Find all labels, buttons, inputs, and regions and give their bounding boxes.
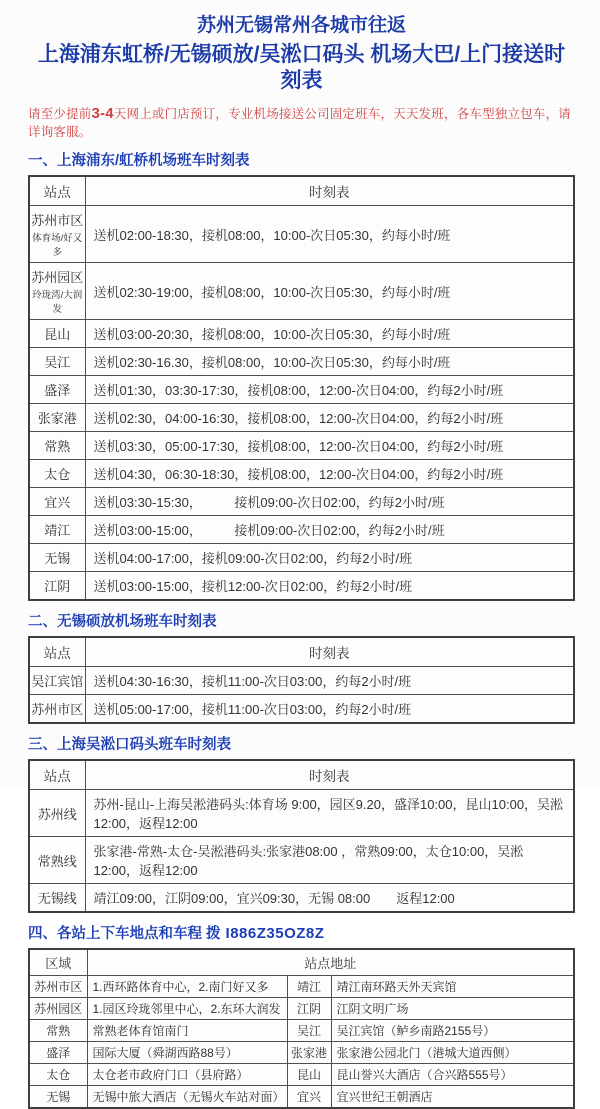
station-cell bbox=[29, 667, 85, 695]
station-name: 靖江 bbox=[44, 523, 71, 539]
table-row bbox=[29, 320, 574, 348]
station-cell bbox=[29, 432, 85, 460]
header-row bbox=[29, 760, 574, 790]
address-cell: 1.西环路体育中心，2.南门好又多 bbox=[87, 976, 287, 998]
table-row bbox=[29, 206, 574, 263]
schedule-column-header: 时刻表 bbox=[85, 637, 574, 667]
address-cell: 靖江南环路天外天宾馆 bbox=[331, 976, 574, 998]
station-name: 苏州线 bbox=[37, 806, 77, 822]
table-row bbox=[29, 790, 574, 837]
region-cell: 苏州市区 bbox=[29, 976, 87, 998]
table-row bbox=[29, 404, 574, 432]
station-cell bbox=[29, 376, 85, 404]
station-cell bbox=[29, 544, 85, 572]
table-row bbox=[29, 1020, 574, 1042]
page-subtitle: 上海浦东虹桥/无锡硕放/吴淞口码头 机场大巴/上门接送时刻表 bbox=[37, 42, 566, 92]
address-cell: 太仓老市政府门口（县府路） bbox=[87, 1064, 287, 1086]
station-cell bbox=[29, 404, 85, 432]
region-cell: 靖江 bbox=[287, 976, 331, 998]
schedule-cell: 送机04:00-17:00，接机09:00-次日02:00，约每2小时/班 bbox=[85, 544, 574, 572]
schedule-cell: 送机03:00-15:00，接机12:00-次日02:00，约每2小时/班 bbox=[85, 572, 574, 601]
table-row bbox=[29, 884, 574, 913]
schedule-cell: 送机02:00-18:30，接机08:00，10:00-次日05:30，约每小时/班 bbox=[85, 206, 574, 263]
schedule-column-header: 时刻表 bbox=[85, 760, 574, 790]
station-cell bbox=[29, 790, 85, 837]
station-name: 昆山 bbox=[44, 327, 71, 343]
table-row bbox=[29, 572, 574, 601]
address-cell: 吴江宾馆（鲈乡南路2155号） bbox=[331, 1020, 574, 1042]
schedule-cell: 送机04:30-16:30，接机11:00-次日03:00，约每2小时/班 bbox=[85, 667, 574, 695]
address-cell: 无锡中旅大酒店（无锡火车站对面） bbox=[87, 1086, 287, 1109]
table-header bbox=[29, 760, 574, 790]
schedule-cell: 靖江09:00，江阴09:00，宜兴09:30，无锡 08:00 返程12:00 bbox=[85, 884, 574, 913]
section-heading-locations bbox=[28, 922, 575, 943]
station-column-header: 站点 bbox=[29, 176, 85, 206]
table-row bbox=[29, 1086, 574, 1109]
station-cell bbox=[29, 837, 85, 884]
table-header bbox=[29, 176, 574, 206]
schedule-cell: 送机03:00-20:30，接机08:00，10:00-次日05:30，约每小时/班 bbox=[85, 320, 574, 348]
table-body bbox=[29, 790, 574, 913]
notice-suffix: 天网上或门店预订，专业机场接送公司固定班车，天天发班，各车型独立包车，请详询客服。 bbox=[28, 107, 571, 140]
wusongkou-schedule-table bbox=[28, 759, 575, 913]
station-cell bbox=[29, 206, 85, 263]
table-row bbox=[29, 488, 574, 516]
pickup-locations-table bbox=[28, 948, 575, 1109]
table-row bbox=[29, 976, 574, 998]
region-cell: 盛泽 bbox=[29, 1042, 87, 1064]
schedule-cell: 送机03:30-15:30， 接机09:00-次日02:00，约每2小时/班 bbox=[85, 488, 574, 516]
pudong-hongqiao-schedule-table bbox=[28, 175, 575, 601]
station-name: 苏州市区 bbox=[31, 213, 84, 229]
region-cell: 无锡 bbox=[29, 1086, 87, 1109]
schedule-cell: 送机03:30，05:00-17:30，接机08:00，12:00-次日04:00，约每2小时/班 bbox=[85, 432, 574, 460]
table-row bbox=[29, 1042, 574, 1064]
station-name: 太仓 bbox=[44, 467, 71, 483]
station-name: 无锡线 bbox=[37, 891, 77, 907]
schedule-cell: 苏州-昆山-上海吴淞港码头:体育场 9:00，园区9.20，盛泽10:00，昆山10:00，吴淞12:00，返程12:00 bbox=[85, 790, 574, 837]
station-name: 盛泽 bbox=[44, 383, 71, 399]
address-cell: 江阴文明广场 bbox=[331, 998, 574, 1020]
table-body bbox=[29, 976, 574, 1109]
region-cell: 吴江 bbox=[287, 1020, 331, 1042]
table-row bbox=[29, 348, 574, 376]
schedule-cell: 送机05:00-17:00，接机11:00-次日03:00，约每2小时/班 bbox=[85, 695, 574, 724]
station-cell bbox=[29, 695, 85, 724]
schedule-cell: 送机04:30，06:30-18:30，接机08:00，12:00-次日04:00，约每2小时/班 bbox=[85, 460, 574, 488]
region-cell: 宜兴 bbox=[287, 1086, 331, 1109]
schedule-cell: 送机02:30-19:00，接机08:00，10:00-次日05:30，约每小时/班 bbox=[85, 263, 574, 320]
region-cell: 昆山 bbox=[287, 1064, 331, 1086]
schedule-cell: 送机01:30，03:30-17:30，接机08:00，12:00-次日04:00，约每2小时/班 bbox=[85, 376, 574, 404]
station-subname: 玲珑湾/大润发 bbox=[32, 290, 83, 316]
station-name: 常熟 bbox=[44, 439, 71, 455]
notice-prefix: 请至少提前 bbox=[28, 107, 92, 122]
table-header bbox=[29, 637, 574, 667]
station-name: 苏州市区 bbox=[31, 702, 84, 718]
station-cell bbox=[29, 263, 85, 320]
region-column-header: 区域 bbox=[29, 949, 87, 976]
station-cell bbox=[29, 884, 85, 913]
table-row bbox=[29, 516, 574, 544]
header-row bbox=[29, 637, 574, 667]
booking-notice bbox=[28, 104, 575, 140]
station-cell bbox=[29, 488, 85, 516]
station-name: 吴江 bbox=[44, 355, 71, 371]
schedule-cell: 张家港-常熟-太仓-吴淞港码头:张家港08:00 ，常熟09:00，太仓10:00，吴淞12:00，返程12:00 bbox=[85, 837, 574, 884]
table-row bbox=[29, 460, 574, 488]
section-heading-pudong-hongqiao: 一、上海浦东/虹桥机场班车时刻表 bbox=[28, 153, 250, 170]
station-name: 苏州园区 bbox=[31, 270, 84, 286]
region-cell: 常熟 bbox=[29, 1020, 87, 1042]
header-row bbox=[29, 949, 574, 976]
table-row bbox=[29, 695, 574, 724]
notice-advance-days: 3-4 bbox=[91, 105, 114, 123]
locations-heading-text: 四、各站上下车地点和车程 拨 bbox=[28, 926, 221, 943]
address-cell: 1.园区玲珑邻里中心，2.东环大润发 bbox=[87, 998, 287, 1020]
header-row bbox=[29, 176, 574, 206]
table-row bbox=[29, 837, 574, 884]
shuofang-schedule-table bbox=[28, 636, 575, 724]
region-cell: 张家港 bbox=[287, 1042, 331, 1064]
station-cell bbox=[29, 572, 85, 601]
address-cell: 张家港公园北门（港城大道西侧） bbox=[331, 1042, 574, 1064]
station-cell bbox=[29, 516, 85, 544]
station-column-header: 站点 bbox=[29, 760, 85, 790]
station-column-header: 站点 bbox=[29, 637, 85, 667]
region-cell: 江阴 bbox=[287, 998, 331, 1020]
table-row bbox=[29, 376, 574, 404]
region-cell: 苏州园区 bbox=[29, 998, 87, 1020]
table-row bbox=[29, 998, 574, 1020]
address-cell: 常熟老体育馆南门 bbox=[87, 1020, 287, 1042]
schedule-column-header: 时刻表 bbox=[85, 176, 574, 206]
table-row bbox=[29, 544, 574, 572]
station-name: 无锡 bbox=[44, 551, 71, 567]
station-name: 张家港 bbox=[37, 411, 77, 427]
phone-number: I886Z35OZ8Z bbox=[225, 925, 325, 943]
table-body bbox=[29, 667, 574, 724]
station-cell bbox=[29, 460, 85, 488]
table-row bbox=[29, 1064, 574, 1086]
section-heading-wusongkou: 三、上海吴淞口码头班车时刻表 bbox=[28, 737, 231, 754]
address-cell: 国际大厦（舜湖西路88号） bbox=[87, 1042, 287, 1064]
schedule-cell: 送机02:30，04:00-16:30，接机08:00，12:00-次日04:00，约每2小时/班 bbox=[85, 404, 574, 432]
station-name: 宜兴 bbox=[44, 495, 71, 511]
address-cell: 昆山誉兴大酒店（合兴路555号） bbox=[331, 1064, 574, 1086]
schedule-cell: 送机03:00-15:00， 接机09:00-次日02:00，约每2小时/班 bbox=[85, 516, 574, 544]
table-row bbox=[29, 263, 574, 320]
section-heading-shuofang: 二、无锡硕放机场班车时刻表 bbox=[28, 614, 217, 631]
table-body bbox=[29, 206, 574, 601]
station-name: 吴江宾馆 bbox=[31, 674, 84, 690]
schedule-cell: 送机02:30-16.30，接机08:00，10:00-次日05:30，约每小时/班 bbox=[85, 348, 574, 376]
station-cell bbox=[29, 320, 85, 348]
region-cell: 太仓 bbox=[29, 1064, 87, 1086]
station-cell bbox=[29, 348, 85, 376]
station-subname: 体育场/好又多 bbox=[32, 233, 83, 259]
table-row bbox=[29, 667, 574, 695]
station-name: 江阴 bbox=[44, 579, 71, 595]
page-title: 苏州无锡常州各城市往返 bbox=[196, 15, 406, 36]
address-column-header: 站点地址 bbox=[87, 949, 574, 976]
table-header bbox=[29, 949, 574, 976]
station-name: 常熟线 bbox=[37, 853, 77, 869]
table-row bbox=[29, 432, 574, 460]
address-cell: 宜兴世纪王朝酒店 bbox=[331, 1086, 574, 1109]
